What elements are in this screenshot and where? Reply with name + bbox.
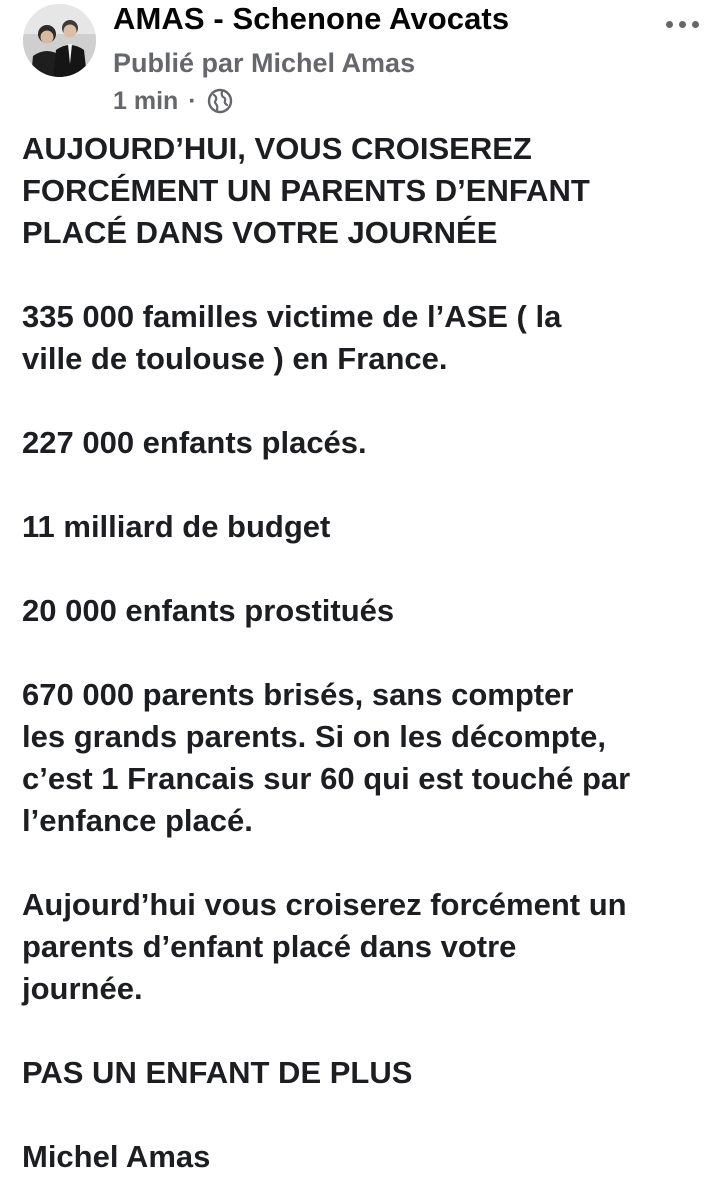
- publisher-line[interactable]: Publié par Michel Amas: [113, 48, 416, 78]
- meta-separator: ·: [188, 86, 197, 115]
- post-paragraph: 670 000 parents brisés, sans compter les grands parents. Si on les décompte, c’est 1 Francais sur 60 qui est touché par l’enfance placé.: [22, 677, 631, 838]
- avatar-photo: [23, 4, 96, 77]
- post-meta: [113, 84, 233, 118]
- post-text: [22, 128, 712, 1178]
- post-paragraph: AUJOURD’HUI, VOUS CROISEREZ FORCÉMENT UN PARENTS D’ENFANT PLACÉ DANS VOTRE JOURNÉE: [22, 131, 590, 250]
- page-name[interactable]: AMAS - Schenone Avocats: [113, 1, 510, 36]
- more-options-dot: [679, 21, 686, 28]
- post-paragraph: 227 000 enfants placés.: [22, 425, 367, 460]
- more-options-button[interactable]: [660, 6, 704, 42]
- post-paragraph: PAS UN ENFANT DE PLUS: [22, 1055, 413, 1090]
- post-signature: Michel Amas: [22, 1139, 211, 1174]
- post-paragraph: 11 milliard de budget: [22, 509, 331, 544]
- post-paragraph: 20 000 enfants prostitués: [22, 593, 395, 628]
- more-options-icon: [666, 21, 673, 28]
- more-options-dot: [692, 21, 699, 28]
- globe-icon[interactable]: [207, 88, 233, 114]
- post-paragraph: 335 000 familles victime de l’ASE ( la ville de toulouse ) en France.: [22, 299, 562, 376]
- post-time[interactable]: 1 min: [113, 86, 179, 115]
- avatar[interactable]: [23, 4, 96, 77]
- post-paragraph: Aujourd’hui vous croiserez forcément un parents d’enfant placé dans votre journée.: [22, 887, 627, 1006]
